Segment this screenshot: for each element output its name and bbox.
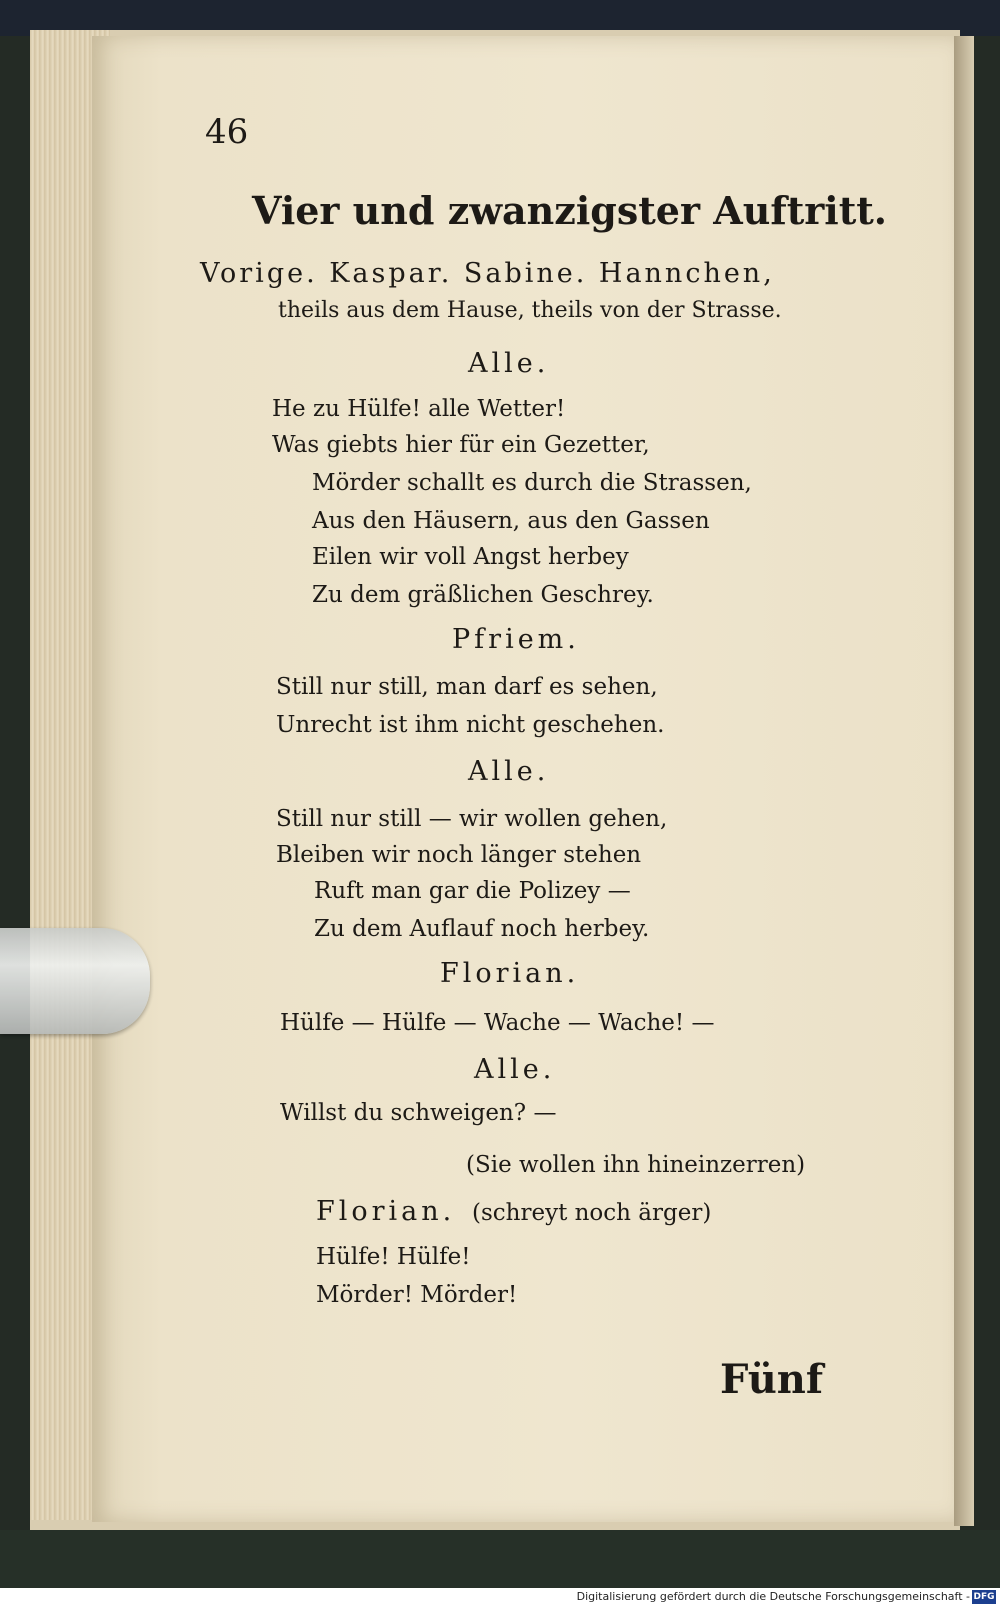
verse-line: Bleiben wir noch länger stehen [276, 842, 642, 868]
verse-line: Ruft man gar die Polizey — [314, 878, 631, 904]
verse-line: Hülfe! Hülfe! [316, 1244, 471, 1270]
footer-credit: Digitalisierung gefördert durch die Deutsche Forschungsgemeinschaft - [576, 1590, 970, 1603]
verse-line: Zu dem gräßlichen Geschrey. [312, 582, 654, 608]
characters-line-1: Vorige. Kaspar. Sabine. Hannchen, [200, 258, 775, 289]
verse-line: Unrecht ist ihm nicht geschehen. [276, 712, 665, 738]
page-right-edge [954, 36, 974, 1526]
scanner-thumb-clip [0, 928, 150, 1034]
page-number: 46 [205, 112, 249, 152]
scan-bottom-edge [0, 1530, 1000, 1590]
verse-line: Aus den Häusern, aus den Gassen [312, 508, 710, 534]
stage-direction: (schreyt noch ärger) [472, 1200, 712, 1226]
verse-line: Mörder schallt es durch die Strassen, [312, 470, 752, 496]
verse-line: Still nur still, man darf es sehen, [276, 674, 658, 700]
verse-line: Eilen wir voll Angst herbey [312, 544, 629, 570]
stage-direction: (Sie wollen ihn hineinzerren) [466, 1152, 806, 1178]
verse-line: Zu dem Auflauf noch herbey. [314, 916, 650, 942]
verse-line: Hülfe — Hülfe — Wache — Wache! — [280, 1010, 715, 1036]
dfg-logo: DFG [973, 1592, 995, 1602]
verse-line: Was giebts hier für ein Gezetter, [272, 432, 650, 458]
scene-heading: Vier und zwanzigster Auftritt. [252, 188, 888, 233]
catchword: Fünf [720, 1356, 824, 1403]
verse-line: Still nur still — wir wollen gehen, [276, 806, 668, 832]
verse-line: Mörder! Mörder! [316, 1282, 518, 1308]
speaker-name: Florian. [440, 958, 580, 989]
speaker-name: Alle. [474, 1054, 556, 1085]
speaker-name: Florian. [316, 1196, 456, 1227]
speaker-name: Alle. [468, 348, 550, 379]
speaker-name: Pfriem. [452, 624, 580, 655]
speaker-name: Alle. [468, 756, 550, 787]
characters-line-2: theils aus dem Hause, theils von der Strasse. [278, 298, 782, 323]
verse-line: He zu Hülfe! alle Wetter! [272, 396, 566, 422]
verse-line: Willst du schweigen? — [280, 1100, 557, 1126]
